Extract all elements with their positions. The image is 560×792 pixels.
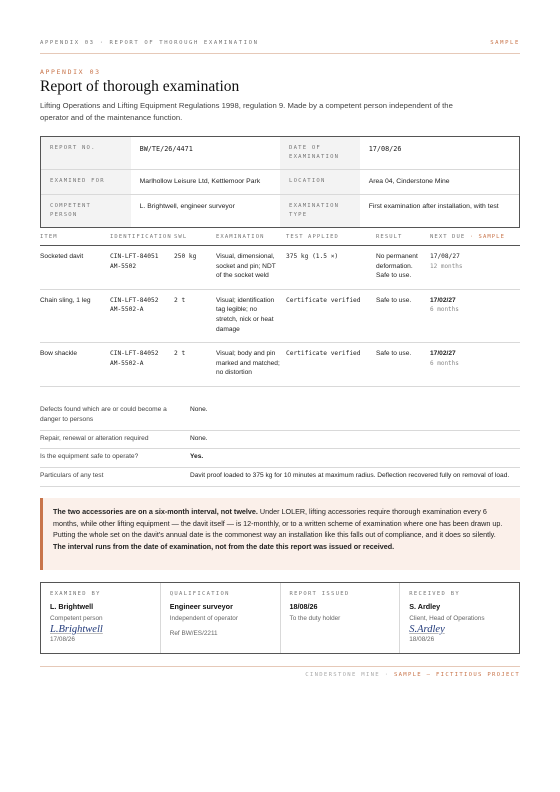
item-test: Certificate verified (286, 350, 361, 358)
next-due-date: 17/02/27 (430, 350, 456, 358)
finding-value: None. (190, 406, 208, 413)
received-by-role: Client, Head of Operations (409, 615, 485, 622)
next-due-label: NEXT DUE (430, 234, 466, 240)
footer-left: CINDERSTONE MINE · (305, 672, 390, 678)
qualification-column (161, 583, 281, 653)
item-next-due (430, 296, 520, 334)
examiner-sign-date: 17/08/26 (50, 636, 75, 643)
qualification-label: QUALIFICATION (169, 591, 230, 597)
report-meta-table (40, 136, 520, 228)
page-header (40, 40, 520, 54)
competent-person-label: COMPETENT PERSON (41, 195, 131, 227)
exam-type-value: First examination after installation, with test (368, 203, 499, 210)
finding-label: Is the equipment safe to operate? (40, 453, 139, 461)
item-test: 375 kg (1.5 ×) (286, 253, 339, 260)
table-row (40, 246, 520, 290)
report-issued-column (281, 583, 401, 653)
col-header-item: ITEM (40, 234, 58, 240)
next-due-interval: 6 months (430, 359, 459, 367)
finding-value: Yes. (190, 453, 204, 461)
item-result: Safe to use. (376, 350, 412, 358)
qualification-ref: Ref BW/ES/2211 (169, 630, 218, 637)
item-swl: 2 t (174, 350, 186, 358)
report-no-label: REPORT NO. (41, 137, 131, 169)
col-header-examination: EXAMINATION (216, 234, 265, 240)
item-test: Certificate verified (286, 296, 361, 304)
header-sample-tag: SAMPLE (490, 40, 520, 46)
col-header-result: RESULT (376, 234, 403, 240)
qualification-name: Engineer surveyor (169, 602, 233, 611)
page-subtitle: Lifting Operations and Lifting Equipment Regulations 1998, regulation 9. Made by a competent person independent of the operator and of the maintenance function. (40, 101, 453, 122)
item-result: No permanent deformation. Safe to use. (376, 253, 418, 280)
meta-row (41, 170, 519, 195)
item-examination: Visual, dimensional, socket and pin; NDT of the socket weld (216, 253, 276, 280)
items-table-header (40, 234, 520, 246)
received-by-column (400, 583, 519, 653)
next-due-sample-tag: · SAMPLE (469, 234, 506, 240)
location-value: Area 04, Cinderstone Mine (368, 178, 450, 185)
report-no-value: BW/TE/26/4471 (139, 145, 193, 153)
item-swl: 250 kg (174, 253, 197, 260)
item-identification: CIN-LFT-84051 AM-5502 (110, 253, 159, 270)
examined-by-column (41, 583, 161, 653)
examined-for-value: Marlhollow Leisure Ltd, Kettlemoor Park (139, 178, 261, 185)
item-identification: CIN-LFT-84052 AM-5502-A (110, 350, 159, 367)
finding-value: None. (190, 434, 208, 442)
items-table (40, 234, 520, 387)
col-header-next-due (430, 234, 520, 240)
callout-lead: The two accessories are on a six-month interval, not twelve. (53, 507, 258, 516)
report-issued-to: To the duty holder (289, 615, 341, 622)
finding-label: Defects found which are or could become a danger to persons (40, 406, 167, 423)
appendix-kicker: APPENDIX 03 (40, 68, 101, 76)
received-by-name: S. Ardley (409, 602, 441, 611)
page-footer (40, 666, 520, 678)
header-left: APPENDIX 03 · REPORT OF THOROUGH EXAMINATION (40, 40, 259, 46)
competent-person-value: L. Brightwell, engineer surveyor (139, 203, 235, 210)
item-name: Socketed davit (40, 253, 84, 260)
next-due-date: 17/02/27 (430, 296, 456, 304)
item-identification: CIN-LFT-84052 AM-5502-A (110, 296, 159, 314)
finding-label: Particulars of any test (40, 472, 104, 480)
finding-value: Davit proof loaded to 375 kg for 10 minutes at maximum radius. Deflection recovered fully on removal of load. (190, 472, 510, 480)
finding-label: Repair, renewal or alteration required (40, 434, 149, 442)
col-header-test: TEST APPLIED (286, 234, 339, 240)
item-result: Safe to use. (376, 296, 412, 304)
examined-by-label: EXAMINED BY (50, 591, 101, 597)
examiner-signature: L.Brightwell (50, 624, 103, 635)
finding-row (40, 402, 520, 431)
item-examination: Visual; identification tag legible; no stretch, nick or heat damage (216, 296, 275, 333)
item-next-due (430, 252, 520, 281)
finding-row (40, 431, 520, 450)
receiver-signature: S.Ardley (409, 624, 445, 635)
examined-by-role: Competent person (50, 615, 103, 622)
item-swl: 2 t (174, 296, 186, 304)
received-by-label: RECEIVED BY (409, 591, 460, 597)
meta-row (41, 195, 519, 227)
date-label: DATE OF EXAMINATION (280, 137, 360, 169)
item-name: Chain sling, 1 leg (40, 296, 91, 304)
next-due-interval: 6 months (430, 306, 459, 314)
callout-body: Under LOLER, lifting accessories require thorough examination every 6 months, while other lifting equipment — the davit itself — is 12-monthly, or to a written scheme of examination where one has been drawn up. Putting the whole set on the davit's annual date is the commonest way an installation like this falls out of compliance, and it does so silently. (53, 507, 503, 540)
page-title: Report of thorough examination (40, 78, 240, 95)
col-header-identification: IDENTIFICATION (110, 234, 172, 240)
date-value: 17/08/26 (368, 145, 402, 153)
item-next-due (430, 349, 520, 378)
interval-callout (40, 498, 520, 570)
next-due-interval: 12 months (430, 262, 463, 270)
finding-row (40, 449, 520, 468)
finding-row (40, 468, 520, 487)
meta-row (41, 137, 519, 170)
next-due-date: 17/08/27 (430, 253, 460, 260)
report-issued-label: REPORT ISSUED (289, 591, 350, 597)
signature-block (40, 582, 520, 654)
callout-tail: The interval runs from the date of examination, not from the date this report was issued or received. (53, 541, 395, 551)
exam-type-label: EXAMINATION TYPE (280, 195, 360, 227)
table-row (40, 290, 520, 343)
findings-table (40, 402, 520, 487)
examined-by-name: L. Brightwell (50, 602, 94, 611)
location-label: LOCATION (280, 170, 360, 194)
footer-right: SAMPLE — FICTITIOUS PROJECT (393, 672, 520, 678)
table-row (40, 343, 520, 387)
item-examination: Visual; body and pin marked and matched; no distortion (216, 350, 280, 377)
col-header-swl: SWL (174, 234, 188, 240)
item-name: Bow shackle (40, 350, 78, 358)
receiver-sign-date: 18/08/26 (409, 636, 435, 643)
report-issued-date: 18/08/26 (289, 602, 318, 611)
qualification-role: Independent of operator (169, 615, 238, 622)
examined-for-label: EXAMINED FOR (41, 170, 131, 194)
